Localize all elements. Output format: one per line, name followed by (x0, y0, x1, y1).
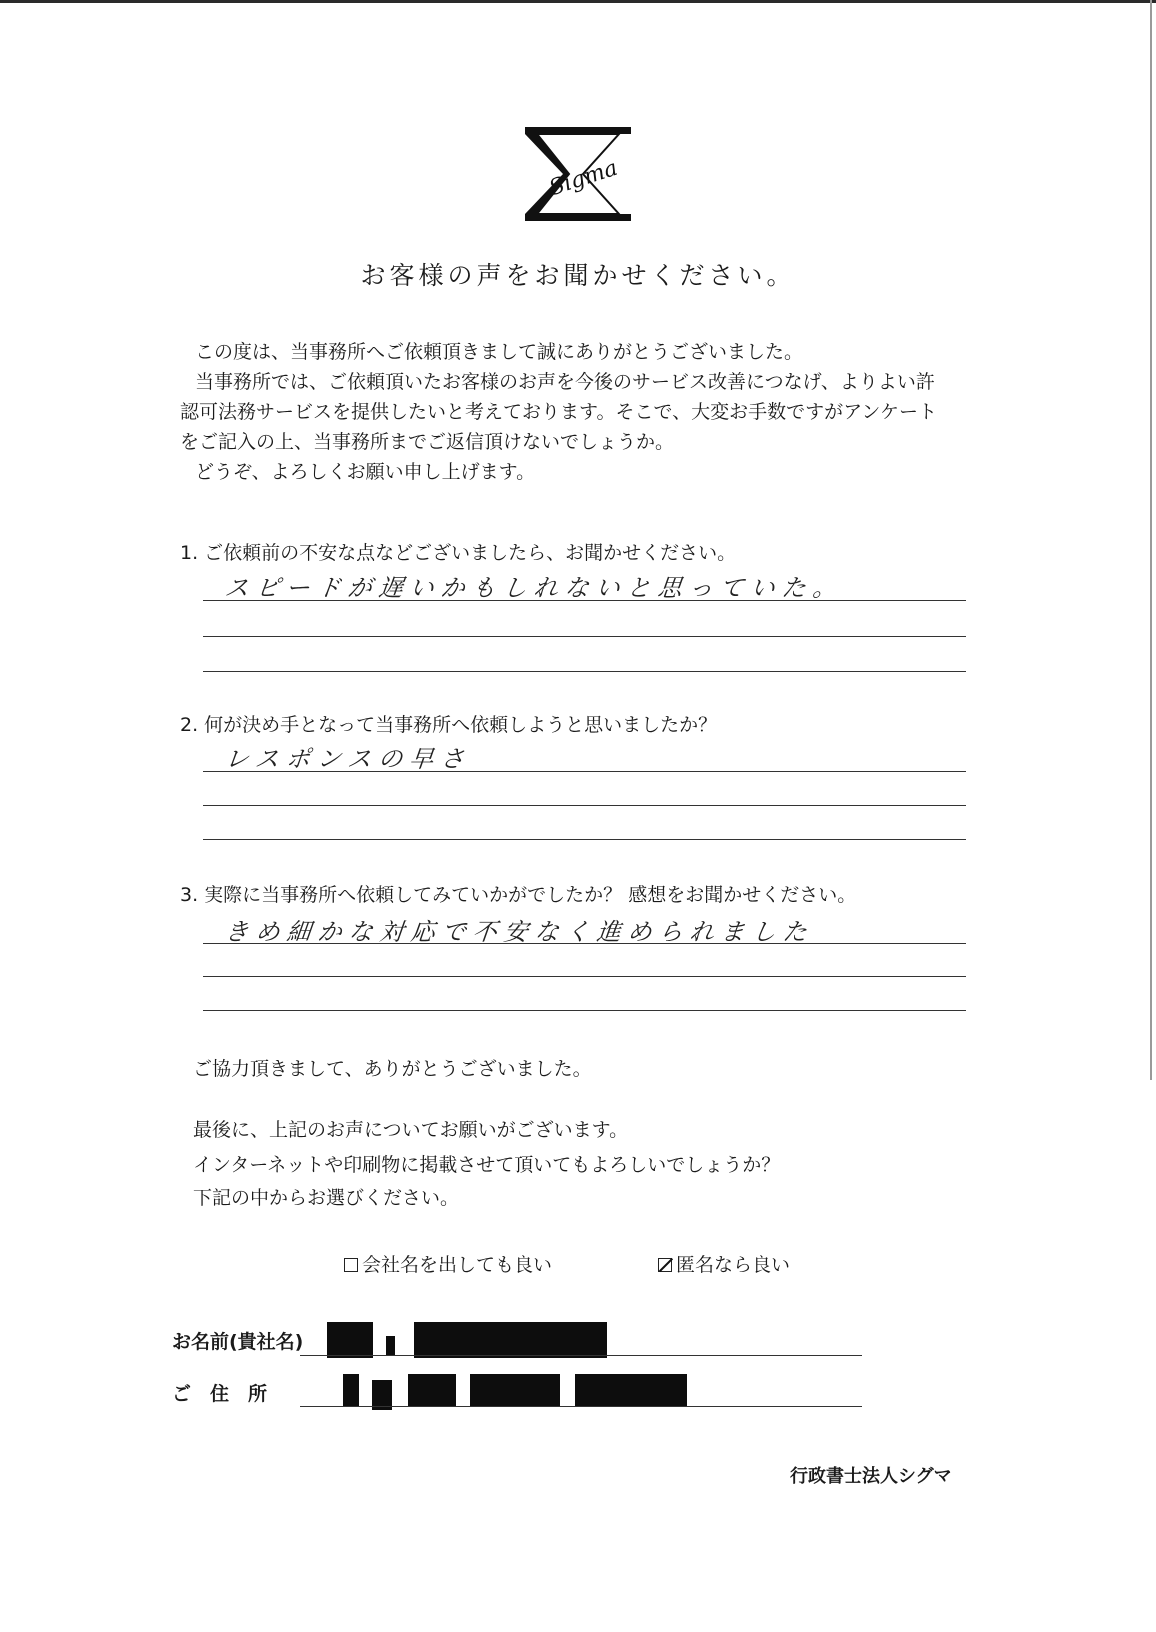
address-label: ご 住 所 (172, 1383, 268, 1405)
option-label: 会社名を出しても良い (362, 1254, 553, 1276)
name-field-line[interactable] (300, 1355, 862, 1356)
redaction-block (414, 1322, 607, 1358)
intro-paragraph (180, 337, 980, 487)
redaction-block (575, 1374, 687, 1407)
question-3-label: 3. 実際に当事務所へ依頼してみていかがでしたか？ 感想をお聞かせください。 (180, 884, 857, 906)
answer-line (203, 976, 966, 977)
redaction-block (343, 1374, 359, 1406)
intro-line: 当事務所では、ご依頼頂いたお客様のお声を今後のサービス改善につなげ、よりよい許 (195, 371, 935, 393)
redaction-block (386, 1336, 395, 1356)
question-3-answer[interactable]: きめ細かな対応で不安なく進められました (223, 918, 816, 946)
intro-line: この度は、当事務所へご依頼頂きまして誠にありがとうございました。 (195, 341, 804, 363)
question-1-label: 1. ご依頼前の不安な点などございましたら、お聞かせください。 (180, 542, 737, 564)
answer-line (203, 1010, 966, 1011)
intro-line: 認可法務サービスを提供したいと考えております。そこで、大変お手数ですがアンケート (180, 401, 937, 423)
option-company-name[interactable] (344, 1250, 552, 1277)
firm-name: 行政書士法人シグマ (790, 1466, 952, 1487)
question-2-answer[interactable]: レスポンスの早さ (223, 745, 473, 773)
option-label: 匿名なら良い (676, 1254, 791, 1276)
checkbox-unchecked-icon[interactable] (344, 1258, 358, 1272)
redaction-block (327, 1322, 373, 1358)
request-line: インターネットや印刷物に掲載させて頂いてもよろしいでしょうか？ (193, 1154, 781, 1176)
address-field-line[interactable] (300, 1406, 862, 1407)
answer-line (203, 671, 966, 672)
redaction-block (470, 1374, 560, 1407)
thanks-text: ご協力頂きまして、ありがとうございました。 (193, 1058, 592, 1080)
redaction-block (408, 1374, 456, 1407)
scan-edge-top (0, 0, 1156, 3)
answer-line (203, 943, 966, 944)
answer-line (203, 636, 966, 637)
answer-line (203, 600, 966, 601)
page-title: お客様の声をお聞かせください。 (360, 261, 796, 290)
answer-line (203, 805, 966, 806)
intro-line: をご記入の上、当事務所までご返信頂けないでしょうか。 (180, 431, 675, 453)
name-label: お名前(貴社名) (172, 1331, 304, 1353)
sigma-hourglass-logo-icon (523, 125, 633, 223)
question-1-answer[interactable]: スピードが遅いかもしれないと思っていた。 (223, 574, 846, 602)
logo-text: Sigma (546, 155, 621, 202)
request-line: 下記の中からお選びください。 (193, 1187, 460, 1209)
question-2-label: 2. 何が決め手となって当事務所へ依頼しようと思いましたか？ (180, 714, 718, 736)
intro-line: どうぞ、よろしくお願い申し上げます。 (195, 461, 536, 483)
scan-edge-right (1150, 0, 1152, 1080)
request-line: 最後に、上記のお声についてお願いがございます。 (193, 1119, 629, 1141)
checkbox-checked-icon[interactable] (658, 1258, 672, 1272)
sigma-logo (523, 125, 633, 223)
answer-line (203, 839, 966, 840)
answer-line (203, 771, 966, 772)
option-anonymous[interactable] (658, 1250, 790, 1277)
